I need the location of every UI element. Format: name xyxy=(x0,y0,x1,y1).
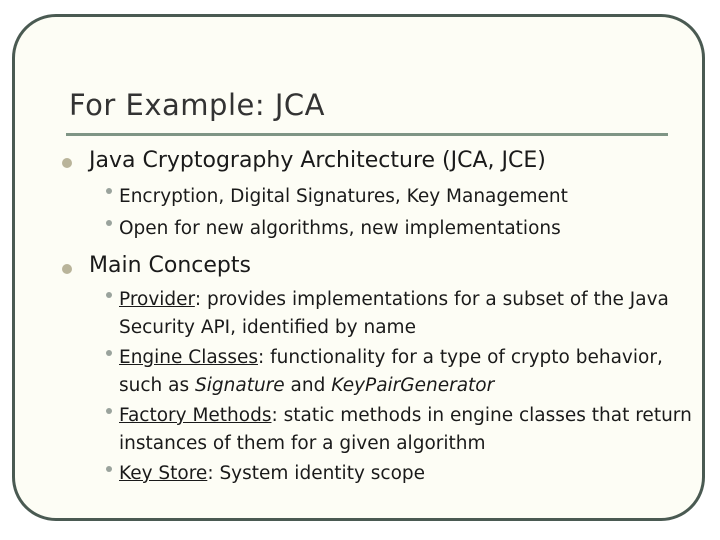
bullet-dot xyxy=(62,264,72,274)
definition-text: : System identity scope xyxy=(207,463,426,484)
sub-bullet-dot xyxy=(106,408,112,414)
bullet-dot xyxy=(62,158,72,168)
list-item-key-store xyxy=(119,460,694,488)
sub-bullet-dot xyxy=(106,188,112,194)
list-item: Encryption, Digital Signatures, Key Management xyxy=(119,186,568,207)
list-item-engine-classes xyxy=(119,344,694,400)
section-heading-jca: Java Cryptography Architecture (JCA, JCE) xyxy=(89,148,546,173)
list-item-factory-methods xyxy=(119,402,694,458)
slide-title: For Example: JCA xyxy=(69,88,325,122)
sub-bullet-dot xyxy=(106,350,112,356)
definition-text: : static methods in engine classes that return instances of them for a given algorithm xyxy=(119,405,692,454)
term-factory-methods: Factory Methods xyxy=(119,405,272,426)
list-item: Open for new algorithms, new implementations xyxy=(119,218,561,239)
term-engine-classes: Engine Classes xyxy=(119,347,258,368)
conjunction-text: and xyxy=(284,375,332,396)
sub-bullet-dot xyxy=(106,220,112,226)
term-key-store: Key Store xyxy=(119,463,208,484)
definition-text: : provides implementations for a subset of the Java Security API, identified by name xyxy=(119,289,669,338)
class-name-signature: Signature xyxy=(195,375,285,396)
sub-bullet-dot xyxy=(106,292,112,298)
term-provider: Provider xyxy=(119,289,195,310)
list-item-provider xyxy=(119,286,694,342)
definition-text: : functionality for a type of crypto behavior, such as xyxy=(119,347,663,396)
title-underline xyxy=(66,133,668,136)
section-heading-main-concepts: Main Concepts xyxy=(89,253,251,278)
sub-bullet-dot xyxy=(106,466,112,472)
class-name-keypairgenerator: KeyPairGenerator xyxy=(331,375,495,396)
